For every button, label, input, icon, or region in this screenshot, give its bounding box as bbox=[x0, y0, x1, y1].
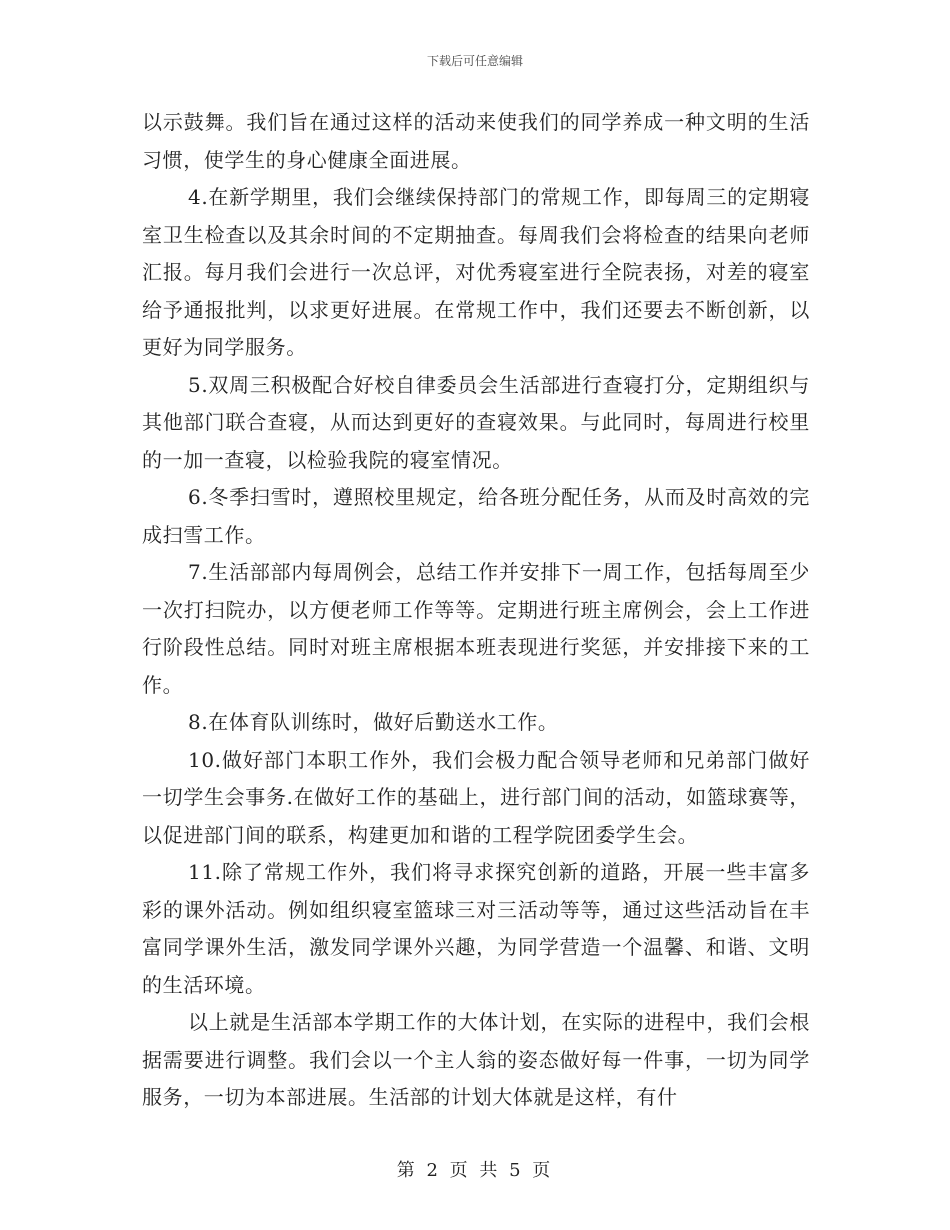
document-body bbox=[142, 104, 810, 1117]
paragraph-continuation: 以示鼓舞。我们旨在通过这样的活动来使我们的同学养成一种文明的生活习惯，使学生的身心健康全面进展。 bbox=[142, 110, 810, 172]
paragraph-item-7: 7.生活部部内每周例会，总结工作并安排下一周工作，包括每周至少一次打扫院办，以方便老师工作等等。定期进行班主席例会，会上工作进行阶段性总结。同时对班主席根据本班表现进行奖惩，并安排接下来的工作。 bbox=[142, 560, 810, 697]
paragraph-item-5: 5.双周三积极配合好校自律委员会生活部进行查寝打分，定期组织与其他部门联合查寝，从而达到更好的查寝效果。与此同时，每周进行校里的一加一查寝，以检验我院的寝室情况。 bbox=[142, 372, 810, 472]
page-header: 下载后可任意编辑 bbox=[426, 54, 523, 68]
paragraph-item-8: 8.在体育队训练时，做好后勤送水工作。 bbox=[188, 710, 559, 734]
paragraph-item-11: 11.除了常规工作外，我们将寻求探究创新的道路，开展一些丰富多彩的课外活动。例如组织寝室篮球三对三活动等等，通过这些活动旨在丰富同学课外生活，激发同学课外兴趣，为同学营造一个温馨、和谐、文明的生活环境。 bbox=[142, 860, 810, 997]
paragraph-item-10: 10.做好部门本职工作外，我们会极力配合领导老师和兄弟部门做好一切学生会事务.在做好工作的基础上，进行部门间的活动，如篮球赛等，以促进部门间的联系，构建更加和谐的工程学院团委学生会。 bbox=[142, 747, 810, 847]
paragraph-item-6: 6.冬季扫雪时，遵照校里规定，给各班分配任务，从而及时高效的完成扫雪工作。 bbox=[142, 485, 810, 547]
paragraph-summary: 以上就是生活部本学期工作的大体计划，在实际的进程中，我们会根据需要进行调整。我们会以一个主人翁的姿态做好每一件事，一切为同学服务，一切为本部进展。生活部的计划大体就是这样，有什 bbox=[142, 1010, 810, 1109]
page-number-footer: 第 2 页 共 5 页 bbox=[396, 1160, 554, 1181]
paragraph-item-4: 4.在新学期里，我们会继续保持部门的常规工作，即每周三的定期寝室卫生检查以及其余时间的不定期抽查。每周我们会将检查的结果向老师汇报。每月我们会进行一次总评，对优秀寝室进行全院表扬，对差的寝室给予通报批判，以求更好进展。在常规工作中，我们还要去不断创新，以更好为同学服务。 bbox=[142, 185, 810, 359]
